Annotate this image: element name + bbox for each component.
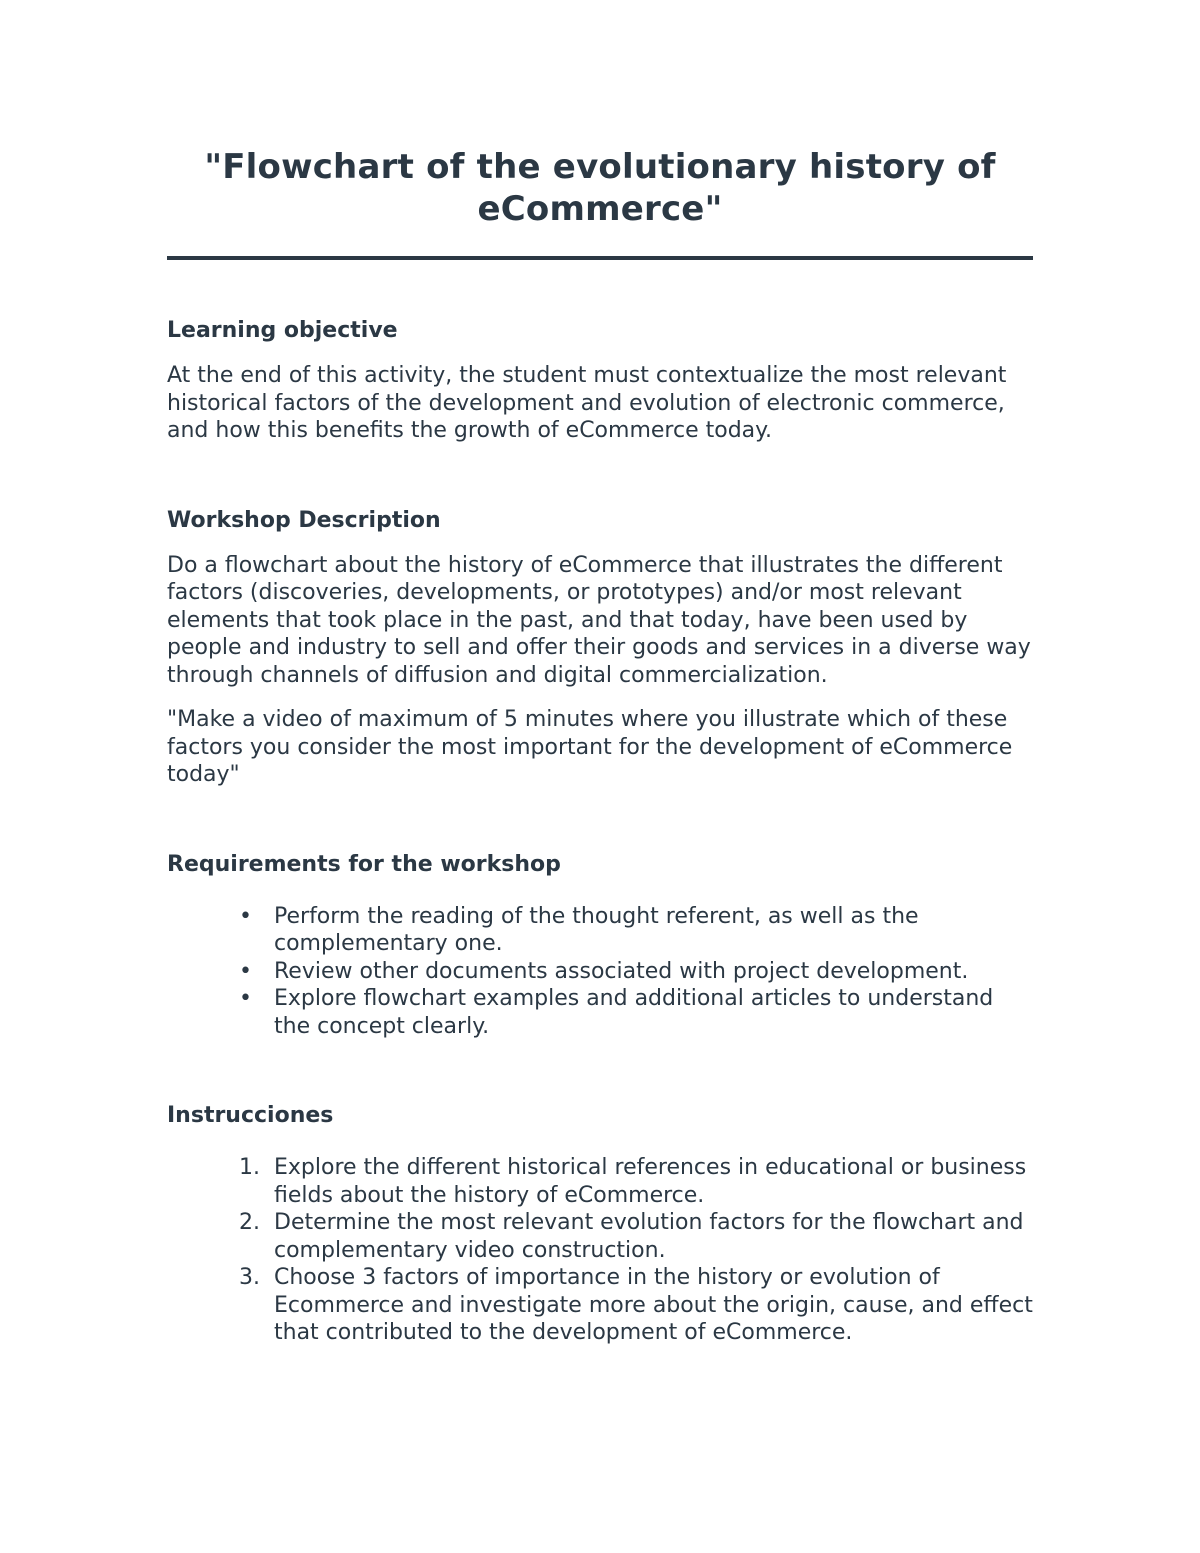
learning-objective-heading: Learning objective	[167, 318, 398, 343]
list-number: 2.	[239, 1210, 260, 1235]
workshop-description-heading: Workshop Description	[167, 507, 441, 533]
instructions-heading: Instrucciones	[167, 1103, 334, 1128]
list-item	[167, 903, 1033, 958]
workshop-video-instruction: "Make a video of maximum of 5 minutes where you illustrate which of these factors you consider the most important for the development of eCommerce today"	[167, 707, 1013, 787]
learning-objective-section	[167, 317, 1033, 445]
bullet-icon: •	[239, 958, 252, 984]
list-item-text: Determine the most relevant evolution factors for the flowchart and complementary video construction.	[274, 1210, 1024, 1263]
instructions-section	[167, 1102, 1033, 1347]
list-item	[167, 985, 1033, 1040]
requirements-heading: Requirements for the workshop	[167, 851, 561, 877]
requirements-list	[167, 903, 1033, 1041]
list-item	[167, 958, 1033, 986]
learning-objective-text: At the end of this activity, the student must contextualize the most relevant historical factors of the development and evolution of electronic commerce, and how this benefits the growth of eCommerce today.	[167, 363, 1007, 443]
document-page	[167, 0, 1033, 1347]
list-number: 3.	[239, 1265, 260, 1290]
workshop-description-text: Do a flowchart about the history of eCommerce that illustrates the different factors (discoveries, developments, or prototypes) and/or most relevant elements that took place in the past, and that today, have been used by people and industry to sell and offer their goods and services in a diverse way through channels of diffusion and digital commercialization.	[167, 552, 1031, 688]
list-item	[167, 1264, 1033, 1347]
list-item-text: Explore flowchart examples and additional articles to understand the concept clearly.	[274, 986, 994, 1039]
list-item	[167, 1209, 1033, 1264]
list-item-text: Review other documents associated with project development.	[274, 958, 969, 984]
workshop-description-section	[167, 507, 1033, 789]
list-item-text: Perform the reading of the thought referent, as well as the complementary one.	[274, 903, 919, 956]
requirements-section	[167, 851, 1033, 1041]
list-item-text: Explore the different historical references in educational or business fields about the history of eCommerce.	[274, 1155, 1027, 1208]
list-item-text: Choose 3 factors of importance in the history or evolution of Ecommerce and investigate more about the origin, cause, and effect that contributed to the development of eCommerce.	[274, 1265, 1033, 1345]
list-item	[167, 1154, 1033, 1209]
document-title: "Flowchart of the evolutionary history of eCommerce"	[204, 147, 996, 229]
bullet-icon: •	[239, 986, 252, 1011]
title-divider	[167, 256, 1033, 260]
list-number: 1.	[239, 1155, 260, 1180]
instructions-list	[167, 1154, 1033, 1347]
bullet-icon: •	[239, 903, 252, 929]
